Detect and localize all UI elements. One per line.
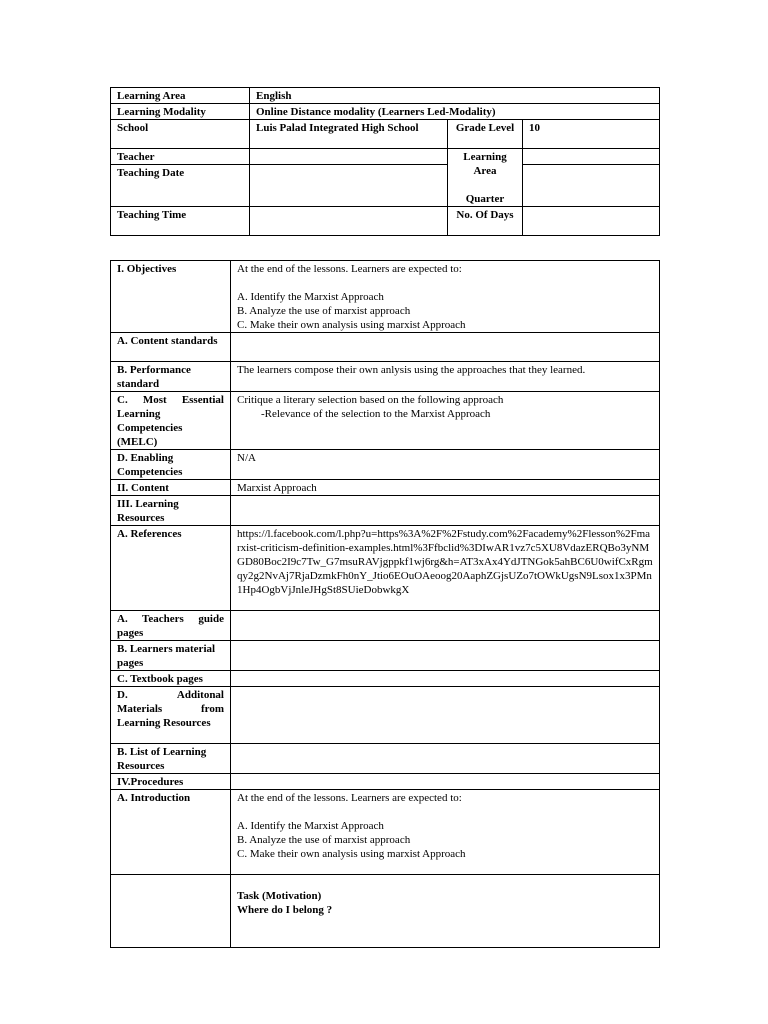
task-title: Task (Motivation) — [237, 890, 322, 902]
lm-value — [231, 641, 660, 671]
tb-label: C. Textbook pages — [111, 671, 231, 687]
learning-area2-value — [523, 149, 660, 165]
objective-item: C. Make their own analysis using marxist Approach — [237, 319, 466, 331]
enabling-value: N/A — [231, 450, 660, 480]
melc-label-text: C. Most Essential Learning Competencies (MELC) — [117, 394, 224, 448]
add-value — [231, 687, 660, 744]
objective-item: B. Analyze the use of marxist approach — [237, 305, 411, 317]
days-value — [523, 207, 660, 236]
grade-label: Grade Level — [448, 120, 523, 149]
modality-label: Learning Modality — [111, 104, 250, 120]
add-label — [111, 687, 231, 744]
modality-value: Online Distance modality (Learners Led-Modality) — [250, 104, 660, 120]
teacher-value — [250, 149, 448, 165]
intro-text: At the end of the lessons. Learners are expected to: — [237, 792, 462, 804]
days-label: No. Of Days — [448, 207, 523, 236]
teaching-time-label: Teaching Time — [111, 207, 250, 236]
performance-value: The learners compose their own anlysis using the approaches that they learned. — [231, 362, 660, 392]
tg-label — [111, 611, 231, 641]
tb-value — [231, 671, 660, 687]
list-value — [231, 744, 660, 774]
learning-area-quarter-cell — [448, 149, 523, 207]
objectives-cell — [231, 261, 660, 333]
quarter-value — [523, 165, 660, 207]
tg-label-text: A. Teachers guide pages — [117, 613, 224, 639]
school-value: Luis Palad Integrated High School — [250, 120, 448, 149]
task-label-cell — [111, 875, 231, 948]
content-standards-label: A. Content standards — [111, 333, 231, 362]
intro-item: A. Identify the Marxist Approach — [237, 820, 384, 832]
intro-cell — [231, 790, 660, 875]
objectives-intro: At the end of the lessons. Learners are expected to: — [237, 263, 462, 275]
grade-value: 10 — [523, 120, 660, 149]
content-standards-value — [231, 333, 660, 362]
resources-value — [231, 496, 660, 526]
intro-item: B. Analyze the use of marxist approach — [237, 834, 411, 846]
task-question: Where do I belong ? — [237, 904, 333, 916]
references-link[interactable]: https://l.facebook.com/l.php?u=https%3A%2F%2Fstudy.com%2Facademy%2Flesson%2Fmarxist-criticism-definition-examples.html%3Ffbclid%3DIwAR1vz7c5XU8VdazERQBo3yNMGD80Boc2I9c7Tw_G7msuRAVjgppkf1wj6rg&h=AT3xAx4YdJTNGok5ahBC6U0wifCxRgmqy2g2NvAj7RjaDzmkFh0nY_Jtio6EOuOAeoog20AaphZGjsUZo7tOWkUgsN9Lsox1x3PMn1Hp4OgbVjJnleJHgSt8SUieDobwkgX — [231, 526, 660, 611]
melc-line: -Relevance of the selection to the Marxist Approach — [261, 408, 491, 420]
content-value: Marxist Approach — [231, 480, 660, 496]
procedures-label: IV.Procedures — [111, 774, 231, 790]
melc-cell — [231, 392, 660, 450]
performance-label: B. Performance standard — [111, 362, 231, 392]
task-cell — [231, 875, 660, 948]
enabling-label: D. Enabling Competencies — [111, 450, 231, 480]
teaching-time-value — [250, 207, 448, 236]
teaching-date-label: Teaching Date — [111, 165, 250, 207]
learning-area-value: English — [250, 88, 660, 104]
objective-item: A. Identify the Marxist Approach — [237, 291, 384, 303]
references-label: A. References — [111, 526, 231, 611]
content-label: II. Content — [111, 480, 231, 496]
tg-value — [231, 611, 660, 641]
intro-label: A. Introduction — [111, 790, 231, 875]
melc-label — [111, 392, 231, 450]
procedures-value — [231, 774, 660, 790]
lesson-plan-table — [110, 260, 660, 948]
lm-label: B. Learners material pages — [111, 641, 231, 671]
objectives-label: I. Objectives — [111, 261, 231, 333]
teacher-label: Teacher — [111, 149, 250, 165]
teaching-date-value — [250, 165, 448, 207]
learning-area-label: Learning Area — [111, 88, 250, 104]
school-label: School — [111, 120, 250, 149]
list-label: B. List of Learning Resources — [111, 744, 231, 774]
resources-label: III. Learning Resources — [111, 496, 231, 526]
melc-line: Critique a literary selection based on the following approach — [237, 394, 504, 406]
intro-item: C. Make their own analysis using marxist Approach — [237, 848, 466, 860]
add-label-text: D. Additonal Materials from Learning Resources — [117, 689, 224, 729]
learning-area2-label: Learning Area — [463, 151, 507, 177]
quarter-label: Quarter — [465, 193, 505, 205]
header-table — [110, 87, 660, 236]
